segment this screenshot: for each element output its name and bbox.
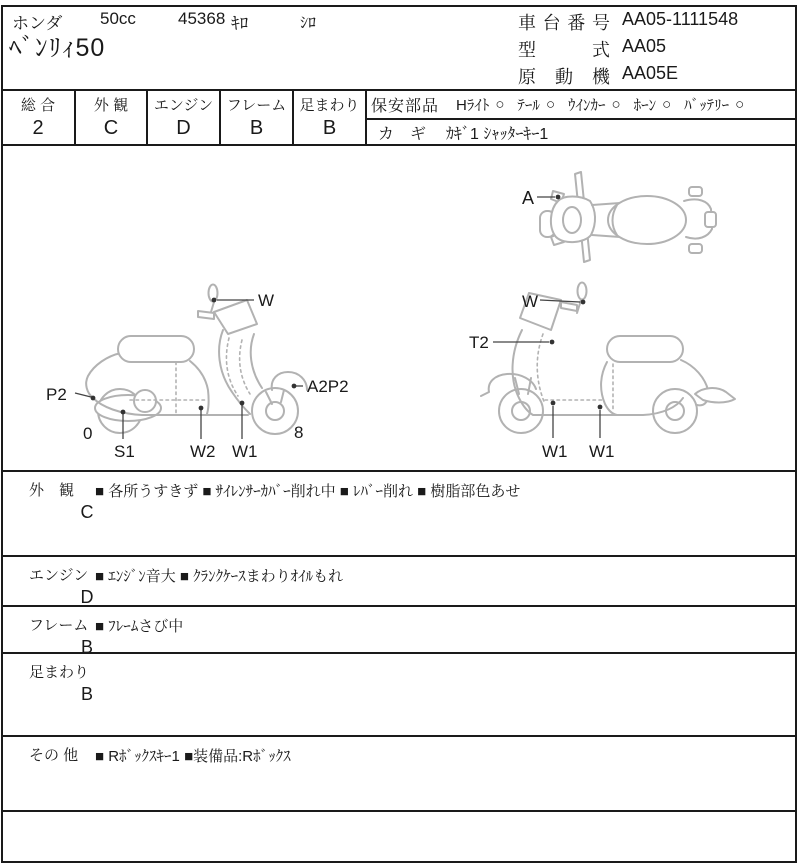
scooter-right-art [481,283,735,434]
ok-circle-mark: ○ [735,95,745,113]
grade-value: 2 [32,117,44,139]
engine-cover [134,390,156,412]
grade-cell-frame [221,91,292,142]
grade-table-bottom [1,144,797,146]
chassis-row [518,9,738,35]
grade-cell-engine [148,91,219,142]
engine-code-row [518,63,678,89]
grade-label: エンジン [153,97,214,114]
grade-value: C [103,117,119,139]
grade-label: 足まわり [299,97,360,114]
grade-value: D [176,117,191,139]
section-undercarriage [1,652,797,735]
damage-code-w1: W1 [232,442,258,461]
scooter-top-art [540,172,716,262]
grade-safety-divider [365,89,367,146]
mileage-value: 45368 [178,9,226,28]
leg-shield-front [219,330,250,414]
left-side-diagram [30,280,360,465]
section-grade: B [80,684,93,704]
body-panel [601,362,617,415]
damage-code-s1: S1 [114,442,135,461]
model-code-row [518,36,666,62]
grade-label: フレーム [226,97,287,114]
engine-code: AA05E [622,63,679,83]
damage-point-a [556,195,561,200]
ok-circle-mark: ○ [545,95,555,113]
grade-label: 外 観 [93,97,129,114]
damage-code-w: W [522,292,539,311]
section-label: 足まわり [29,664,90,681]
safety-item-battery [684,94,744,115]
seat-top [608,196,686,244]
front-cowl-top [551,197,595,243]
seat [607,336,683,362]
chassis-label: 車台番号 [518,13,610,33]
displacement: 50cc [100,9,136,28]
ok-circle-mark: ○ [611,95,621,113]
safety-item-label: ﾎｰﾝ [633,96,657,114]
safety-parts-row [371,92,795,116]
damage-code-p2: P2 [46,385,67,404]
mirror [578,283,587,300]
safety-item-label: Hﾗｲﾄ [456,96,490,114]
front-wheel [252,388,298,434]
keys-value: ｶｷﾞ1 ｼｬｯﾀｰｷｰ1 [446,126,549,143]
handlebar-cover [214,300,257,334]
safety-parts-title: 保安部品 [371,97,440,115]
section-label: その 他 [29,747,79,764]
damage-code-w1-front: W1 [542,442,568,461]
safety-item-label: ﾃｰﾙ [517,96,540,114]
seat [118,336,194,362]
section-engine [1,555,797,605]
damage-code-w1-center: W1 [589,442,615,461]
right-side-diagram [425,280,755,465]
damage-code-w2: W2 [190,442,216,461]
model-code: AA05 [622,36,667,56]
section-label: 外 観 [29,482,75,499]
section-grade: D [80,587,94,607]
engine-code-label: 原 動 機 [518,67,610,87]
damage-code-a: A [522,188,535,208]
section-frame [1,605,797,657]
mileage-unit: ｷﾛ [231,14,249,33]
tire-depth-rear: 0 [83,424,93,443]
grade-label: 総 合 [20,97,56,114]
model-name: ﾍﾞﾝﾘｨ50 [9,34,106,62]
grade-value: B [249,117,264,139]
safety-item-label: ﾊﾞｯﾃﾘｰ [684,96,730,114]
safety-item-tail [517,94,555,115]
body-panel [190,361,209,414]
damage-code-a2p2: A2P2 [307,377,349,396]
tail-lamp [705,212,716,227]
grade-cell-total [2,91,74,142]
rear-wheel [653,389,697,433]
ok-circle-mark: ○ [495,95,505,113]
section-comments: ■ 各所うすきず ■ ｻｲﾚﾝｻｰｶﾊﾞｰ削れ中 ■ ﾚﾊﾞｰ削れ ■ 樹脂部色あせ [95,483,521,500]
rear-flap-right [689,244,702,253]
leg-shield-rear [251,334,262,388]
model-code-label: 型 式 [518,40,610,60]
section-comments: ■ ﾌﾚｰﾑさび中 [95,618,184,635]
section-exterior [1,470,797,555]
section-line [1,810,797,812]
keys-row [378,121,548,144]
handle-grip [561,302,577,311]
section-comments: ■ Rﾎﾞｯｸｽｷｰ1 ■装備品:Rﾎﾞｯｸｽ [95,748,291,765]
section-label: エンジン [29,567,89,584]
section-grade: B [80,637,93,657]
mileage [178,9,248,34]
damage-code-w: W [258,291,275,310]
front-wheel [499,389,543,433]
section-grade: C [80,502,94,522]
safety-item-horn [634,94,672,115]
section-other [1,735,797,810]
ok-circle-mark: ○ [662,95,672,113]
top-view-diagram [500,165,750,275]
color-code: ｼﾛ [300,15,317,32]
mirror-stem [211,302,214,312]
rear-flap-left [689,187,702,196]
safety-item-winker [568,94,621,115]
tire-depth-front: 8 [294,423,304,442]
section-comments: ■ ｴﾝｼﾞﾝ音大 ■ ｸﾗﾝｸｹｰｽまわりｵｲﾙもれ [95,568,344,585]
safety-keys-divider [365,118,797,120]
grade-value: B [322,117,337,139]
safety-item-label: ｳｲﾝｶｰ [568,96,606,114]
safety-item-headlight [456,94,504,115]
grade-cell-exterior [76,91,146,142]
rear-fender [695,388,735,402]
damage-code-t2: T2 [469,333,489,352]
maker-name: ホンダ [12,14,63,33]
chassis-number: AA05-1111548 [622,9,739,29]
damage-points [550,300,603,410]
grade-cell-undercarriage [294,91,365,142]
keys-label: カ ギ [378,126,427,143]
section-label: フレーム [29,617,89,634]
